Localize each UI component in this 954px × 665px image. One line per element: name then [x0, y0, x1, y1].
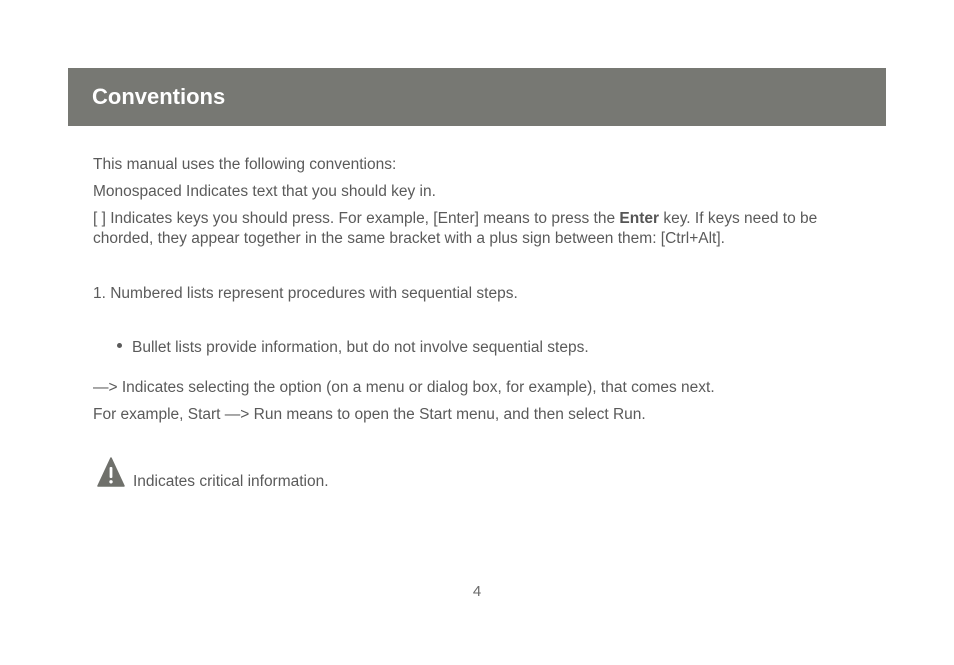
brackets-text-start: [ ] Indicates keys you should press. For example, [Enter] means to press the	[93, 210, 620, 227]
section-header-bar	[68, 68, 886, 126]
arrow-convention: —> Indicates selecting the option (on a menu or dialog box, for example), that comes next.	[93, 379, 715, 396]
arrow-example: For example, Start —> Run means to open the Start menu, and then select Run.	[93, 406, 646, 423]
bullet-dot-icon	[117, 343, 122, 348]
warning-text: Indicates critical information.	[133, 473, 329, 490]
bullet-list-convention	[117, 338, 589, 358]
warning-triangle-icon	[97, 457, 125, 487]
numbered-list-convention: 1. Numbered lists represent procedures with sequential steps.	[93, 285, 518, 302]
monospaced-convention: Monospaced Indicates text that you should key in.	[93, 183, 436, 200]
section-title: Conventions	[92, 84, 226, 109]
brackets-text-end: key. If keys need to be chorded, they appear together in the same bracket with a plus sign between them: [Ctrl+Alt].	[93, 210, 818, 247]
page-number: 4	[472, 583, 482, 600]
bullet-text: Bullet lists provide information, but do not involve sequential steps.	[132, 339, 589, 356]
intro-text: This manual uses the following conventions:	[93, 156, 397, 173]
brackets-convention	[93, 209, 838, 249]
enter-key-label: Enter	[619, 210, 660, 227]
